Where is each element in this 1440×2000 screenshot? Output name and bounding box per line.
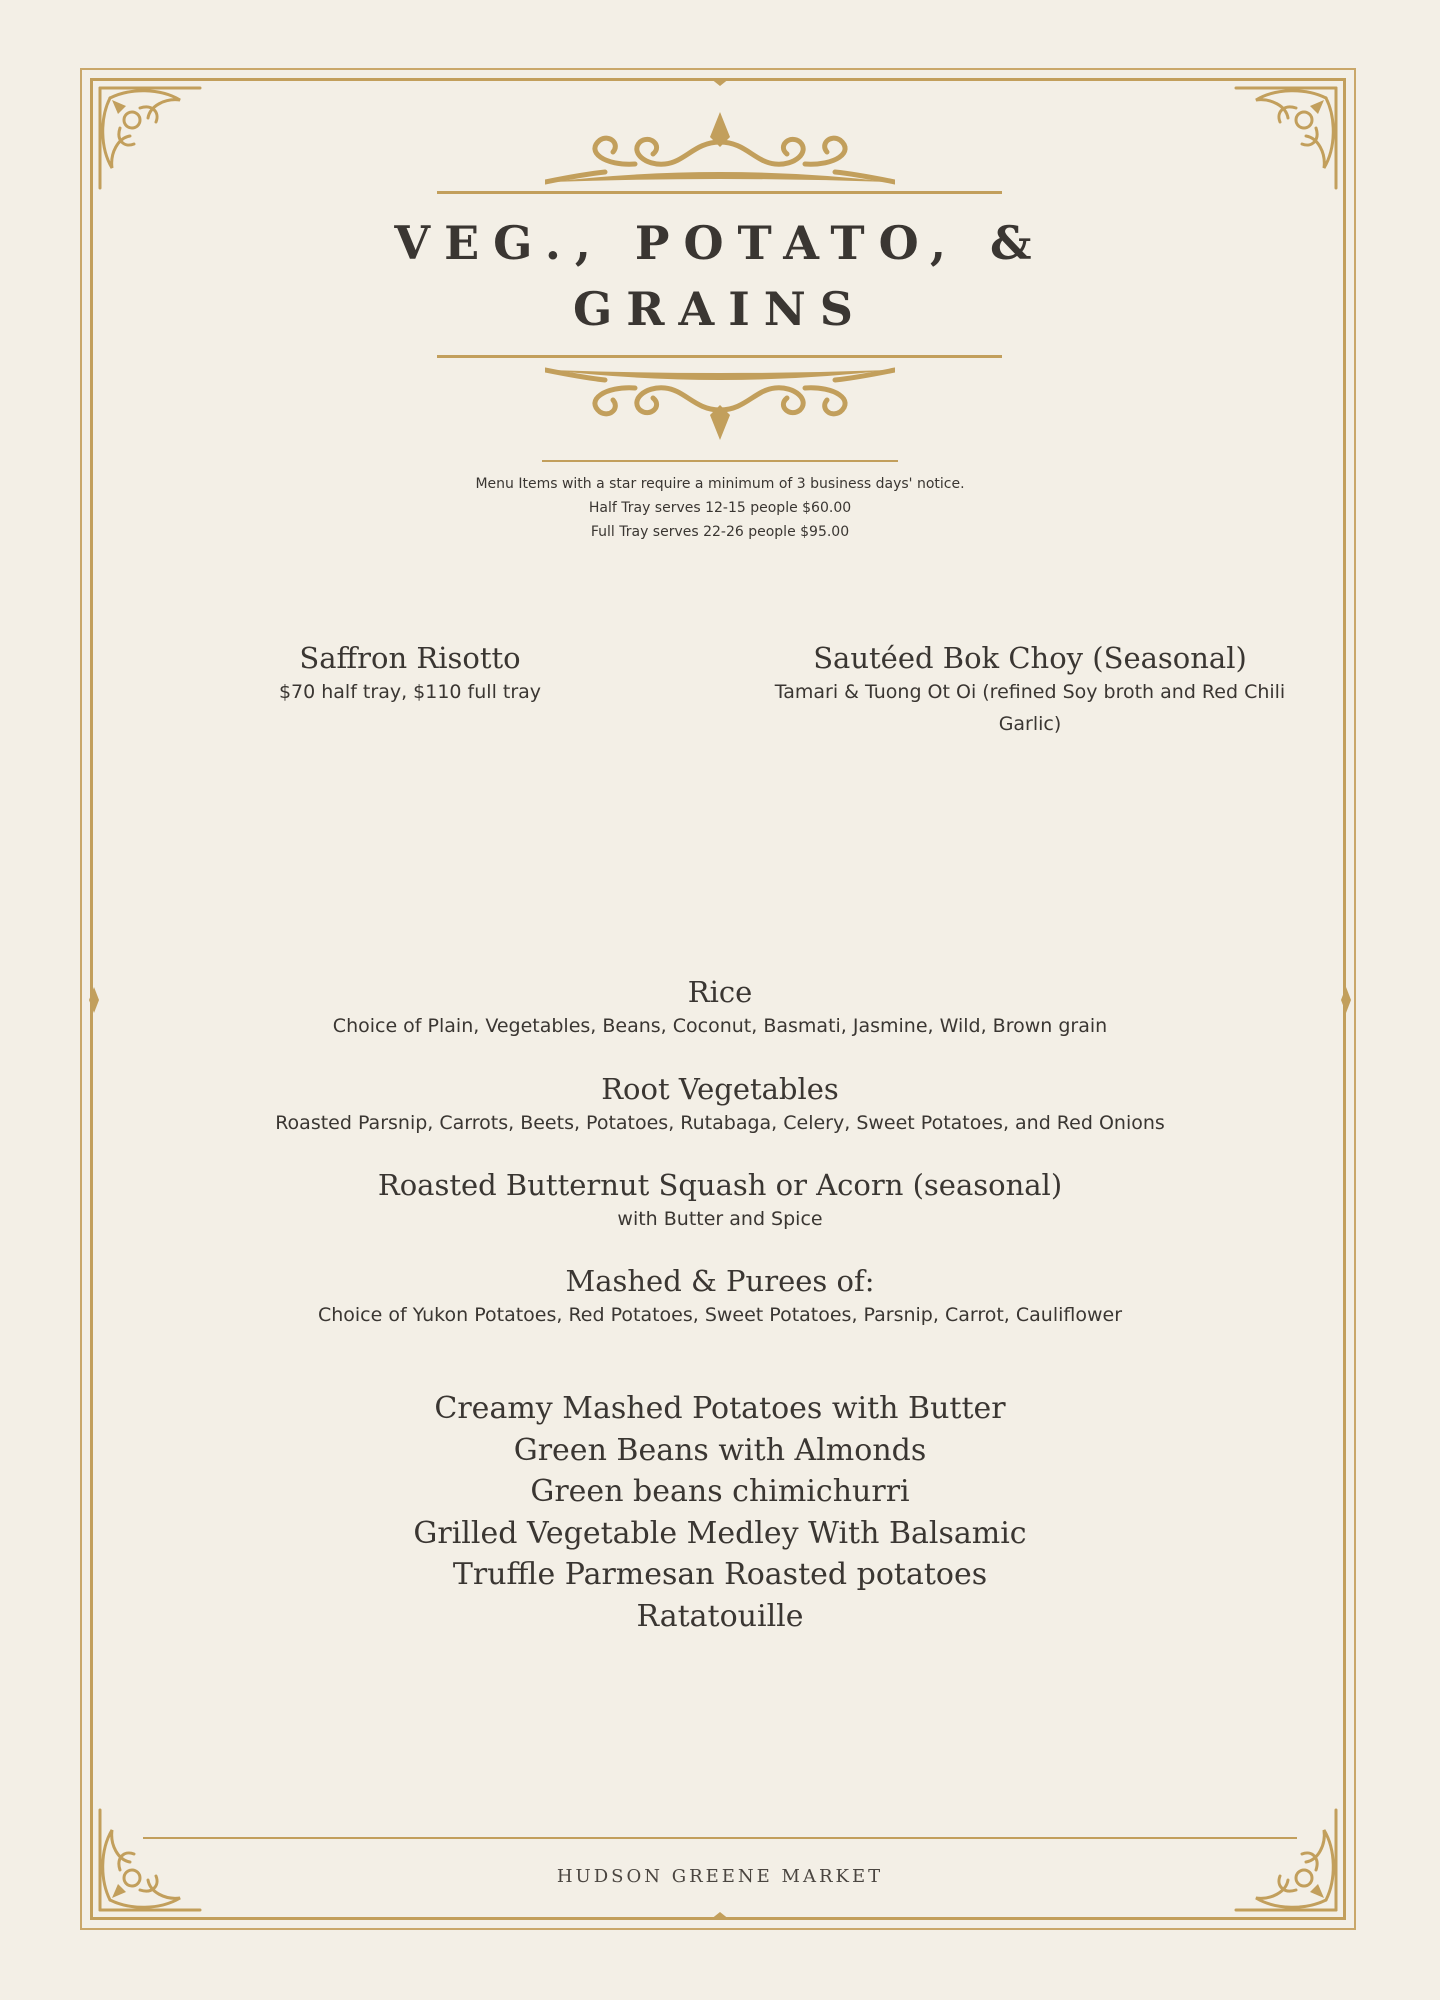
list-item: Ratatouille — [636, 1598, 804, 1634]
title-rule-bottom — [437, 355, 1002, 358]
item-name: Rice — [687, 975, 753, 1009]
right-diamond-icon — [1341, 987, 1351, 1013]
list-item: Green beans chimichurri — [530, 1474, 910, 1509]
item-description: $70 half tray, $110 full tray — [278, 681, 542, 703]
notice-line-half-tray: Half Tray serves 12-15 people $60.00 — [588, 500, 852, 516]
list-item: Green Beans with Almonds — [513, 1432, 927, 1468]
menu-item-mashed-purees — [180, 1263, 1260, 1331]
item-description: Tamari & Tuong Ot Oi (refined Soy broth and Red Chili Garlic) — [774, 681, 1286, 735]
menu-item-bok-choy — [750, 640, 1310, 740]
corner-flourish-top-left-icon — [90, 78, 210, 198]
footer-rule — [143, 1837, 1297, 1839]
menu-item-rice — [180, 974, 1260, 1042]
page-title: VEG., POTATO, & GRAINS — [394, 216, 1046, 336]
item-description: Choice of Plain, Vegetables, Beans, Coconut, Basmati, Jasmine, Wild, Brown grain — [332, 1015, 1108, 1037]
corner-flourish-top-right-icon — [1226, 78, 1346, 198]
list-item: Creamy Mashed Potatoes with Butter — [434, 1391, 1006, 1426]
notice-rule — [542, 460, 898, 462]
item-name: Roasted Butternut Squash or Acorn (seasonal) — [377, 1168, 1063, 1202]
item-description: with Butter and Spice — [617, 1208, 823, 1230]
corner-flourish-bottom-right-icon — [1226, 1800, 1346, 1920]
list-item: Truffle Parmesan Roasted potatoes — [452, 1557, 988, 1592]
corner-flourish-bottom-left-icon — [90, 1800, 210, 1920]
menu-item-saffron-risotto — [230, 640, 590, 708]
item-name: Root Vegetables — [601, 1072, 839, 1106]
list-item: Grilled Vegetable Medley With Balsamic — [413, 1515, 1027, 1551]
title-rule-top — [437, 191, 1002, 194]
footer-brand: HUDSON GREENE MARKET — [556, 1866, 884, 1887]
notice-line-star: Menu Items with a star require a minimum of 3 business days' notice. — [475, 476, 965, 492]
left-diamond-icon — [89, 987, 99, 1013]
item-description: Choice of Yukon Potatoes, Red Potatoes, Sweet Potatoes, Parsnip, Carrot, Cauliflower — [317, 1304, 1123, 1326]
item-name: Mashed & Purees of: — [565, 1264, 875, 1298]
notice-line-full-tray: Full Tray serves 22-26 people $95.00 — [590, 524, 850, 540]
bottom-notch-icon — [710, 1910, 730, 1920]
tray-notice — [370, 472, 1070, 544]
top-notch-icon — [710, 78, 730, 88]
simple-items-list — [280, 1388, 1160, 1637]
menu-item-butternut-squash — [180, 1167, 1260, 1235]
menu-item-root-vegetables — [180, 1071, 1260, 1139]
item-name: Saffron Risotto — [299, 641, 521, 675]
item-name: Sautéed Bok Choy (Seasonal) — [813, 641, 1247, 675]
item-description: Roasted Parsnip, Carrots, Beets, Potatoes, Rutabaga, Celery, Sweet Potatoes, and Red Onions — [275, 1112, 1165, 1134]
title-ornament-bottom-icon — [545, 360, 895, 440]
title-ornament-top-icon — [545, 112, 895, 192]
